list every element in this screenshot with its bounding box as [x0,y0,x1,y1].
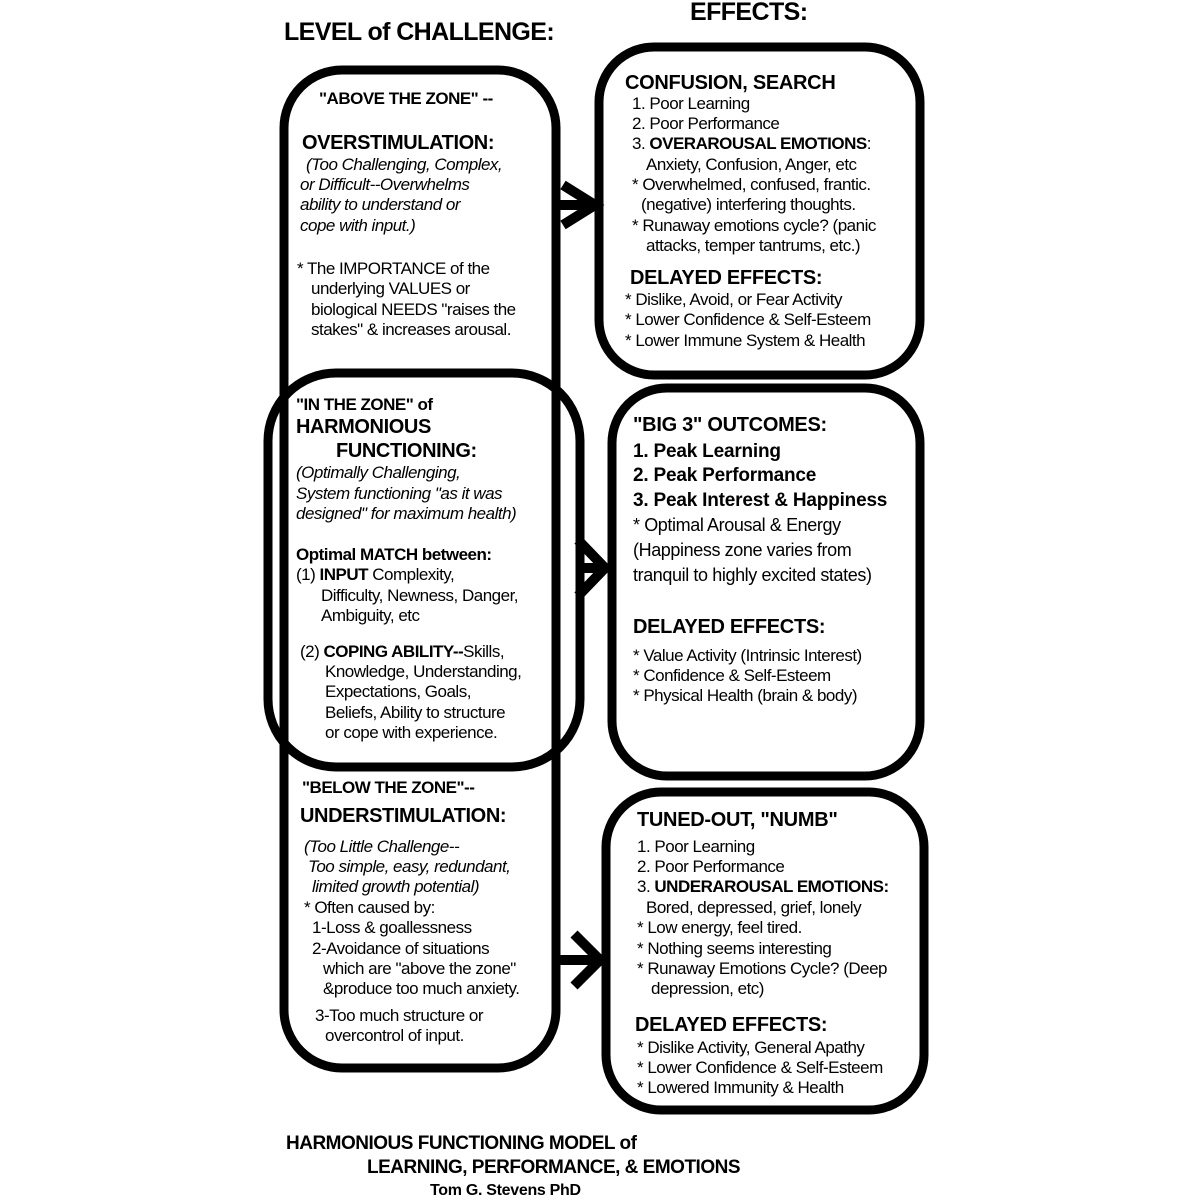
tuned-out-delayed-3: * Lowered Immunity & Health [637,1078,844,1097]
input-suffix: Complexity, [368,565,455,584]
big3-line-1: * Optimal Arousal & Energy [633,515,841,535]
in-zone-desc-2: System functioning "as it was [296,484,503,503]
confusion-line-3: (negative) interfering thoughts. [641,195,856,214]
big3-line-3: tranquil to highly excited states) [633,565,872,585]
coping-label: COPING ABILITY-- [323,642,464,661]
big3-delayed-1: * Value Activity (Intrinsic Interest) [633,646,862,665]
coping-line-4: Beliefs, Ability to structure [325,703,506,722]
input-line [296,566,454,583]
author-name: Tom G. Stevens PhD [430,1182,581,1199]
confusion-line-4: * Runaway emotions cycle? (panic [632,216,876,235]
confusion-delayed-1: * Dislike, Avoid, or Fear Activity [625,290,842,309]
above-zone-note-2: underlying VALUES or [311,279,470,298]
tuned-out-item-3 [637,878,889,895]
in-zone-desc-1: (Optimally Challenging, [296,463,461,482]
cause-2-line-3: &produce too much anxiety. [323,979,520,998]
above-zone-desc-4: cope with input.) [300,216,416,235]
above-zone-desc-2: or Difficult--Overwhelms [300,175,470,194]
optimal-match-title: Optimal MATCH between: [296,545,492,564]
model-title-line-1: HARMONIOUS FUNCTIONING MODEL of [286,1133,637,1154]
arrow-in-zone-to-big3 [578,540,605,596]
tuned-out-line-3: * Nothing seems interesting [637,939,832,958]
coping-line [300,643,504,660]
coping-line-3: Expectations, Goals, [325,682,471,701]
confusion-item-2: 2. Poor Performance [632,114,780,133]
input-line-3: Ambiguity, etc [321,606,420,625]
confusion-item-3-prefix: 3. [632,134,650,153]
input-label: INPUT [319,565,368,584]
confusion-title: CONFUSION, SEARCH [625,72,836,94]
peak-interest-happiness: 3. Peak Interest & Happiness [633,490,888,511]
coping-suffix: Skills, [463,642,505,661]
functioning-title: FUNCTIONING: [336,440,477,462]
coping-line-5: or cope with experience. [325,723,498,742]
confusion-item-3 [632,135,871,152]
confusion-delayed-2: * Lower Confidence & Self-Esteem [625,310,871,329]
big3-line-2: (Happiness zone varies from [633,540,852,560]
below-zone-desc-2: Too simple, easy, redundant, [308,857,511,876]
confusion-delayed-title: DELAYED EFFECTS: [630,267,823,289]
tuned-out-line-5: depression, etc) [651,979,764,998]
above-zone-desc-1: (Too Challenging, Complex, [306,155,503,174]
input-line-2: Difficulty, Newness, Danger, [321,586,519,605]
tuned-out-item-2: 2. Poor Performance [637,857,785,876]
big3-title: "BIG 3" OUTCOMES: [633,414,827,436]
tuned-out-delayed-2: * Lower Confidence & Self-Esteem [637,1058,883,1077]
harmonious-title: HARMONIOUS [296,416,431,438]
cause-3-line-2: overcontrol of input. [325,1026,464,1045]
confusion-delayed-3: * Lower Immune System & Health [625,331,866,350]
tuned-out-item-3-prefix: 3. [637,877,655,896]
big3-delayed-3: * Physical Health (brain & body) [633,686,858,705]
below-zone-label: "BELOW THE ZONE"-- [302,778,475,797]
above-zone-desc-3: ability to understand or [300,195,460,214]
often-caused-by: * Often caused by: [304,898,435,917]
level-of-challenge-heading: LEVEL of CHALLENGE: [284,18,555,46]
coping-line-2: Knowledge, Understanding, [325,662,522,681]
confusion-line-2: * Overwhelmed, confused, frantic. [632,175,871,194]
tuned-out-title: TUNED-OUT, "NUMB" [637,809,838,831]
effects-heading: EFFECTS: [690,0,808,26]
underarousal-emotions-label: UNDERAROUSAL EMOTIONS: [654,877,889,896]
input-prefix: (1) [296,565,320,584]
confusion-item-3-suffix: : [866,134,871,153]
tuned-out-line-2: * Low energy, feel tired. [637,918,802,937]
in-zone-label: "IN THE ZONE" of [296,395,433,414]
overarousal-emotions-label: OVERAROUSAL EMOTIONS [649,134,867,153]
cause-3: 3-Too much structure or [315,1006,484,1025]
below-zone-desc-1: (Too Little Challenge-- [304,837,460,856]
peak-performance: 2. Peak Performance [633,465,817,486]
coping-prefix: (2) [300,642,324,661]
big3-delayed-title: DELAYED EFFECTS: [633,616,826,638]
confusion-line-1: Anxiety, Confusion, Anger, etc [646,155,857,174]
confusion-line-5: attacks, temper tantrums, etc.) [646,236,861,255]
cause-2: 2-Avoidance of situations [312,939,490,958]
peak-learning: 1. Peak Learning [633,441,781,462]
tuned-out-line-1: Bored, depressed, grief, lonely [646,898,862,917]
above-zone-note-4: stakes" & increases arousal. [311,320,511,339]
confusion-item-1: 1. Poor Learning [632,94,750,113]
above-zone-label: "ABOVE THE ZONE" -- [319,89,493,108]
tuned-out-delayed-title: DELAYED EFFECTS: [635,1014,828,1036]
tuned-out-delayed-1: * Dislike Activity, General Apathy [637,1038,865,1057]
tuned-out-item-1: 1. Poor Learning [637,837,755,856]
cause-2-line-2: which are "above the zone" [323,959,516,978]
understimulation-title: UNDERSTIMULATION: [300,805,507,827]
below-zone-desc-3: limited growth potential) [312,877,480,896]
tuned-out-line-4: * Runaway Emotions Cycle? (Deep [637,959,888,978]
above-zone-note-1: * The IMPORTANCE of the [297,259,490,278]
overstimulation-title: OVERSTIMULATION: [302,132,495,154]
cause-1: 1-Loss & goallessness [312,918,472,937]
in-zone-desc-3: designed" for maximum health) [296,504,517,523]
above-zone-note-3: biological NEEDS "raises the [311,300,516,319]
model-title-line-2: LEARNING, PERFORMANCE, & EMOTIONS [367,1157,741,1178]
big3-delayed-2: * Confidence & Self-Esteem [633,666,831,685]
